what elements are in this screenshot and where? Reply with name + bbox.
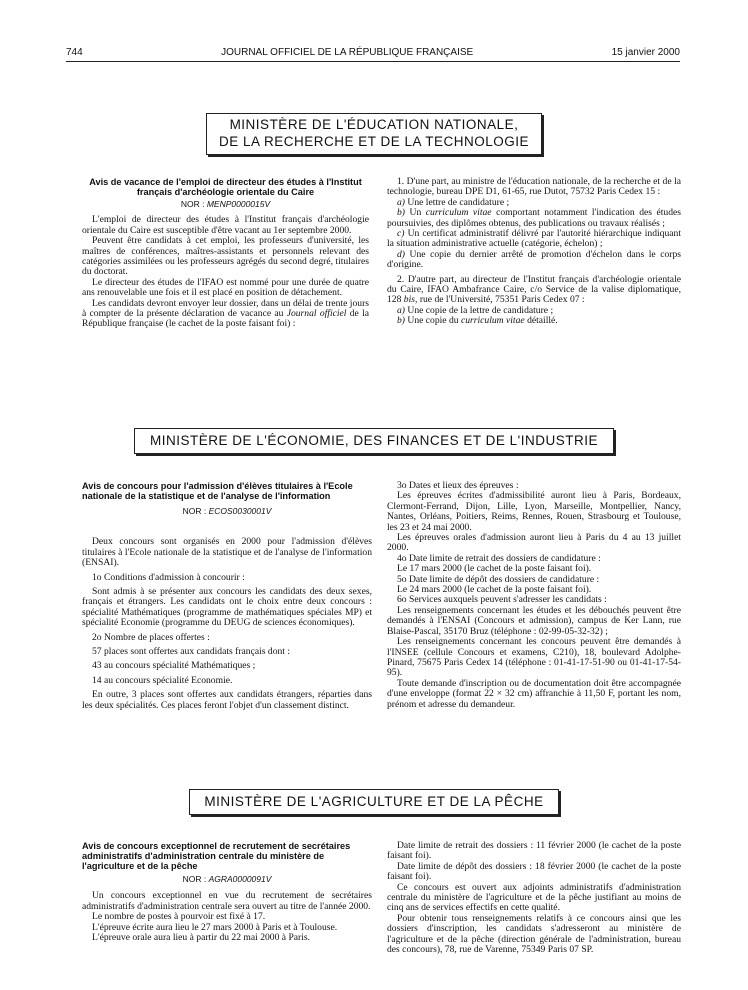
header-rule xyxy=(66,61,680,62)
ministry-box-economie xyxy=(134,428,614,454)
list-item: a) Une lettre de candidature ; xyxy=(397,196,510,208)
paragraph: L'épreuve écrite aura lieu le 27 mars 2000 à Paris et à Toulouse. xyxy=(92,921,338,933)
ministry-box-education xyxy=(206,113,542,155)
paragraph: 4o Date limite de retrait des dossiers de candidature : xyxy=(397,552,601,564)
list-item: d) Une copie du dernier arrêté de promotion d'échelon dans le corps d'origine. xyxy=(387,248,681,271)
paragraph: Les épreuves orales d'admission auront lieu à Paris du 4 au 13 juillet 2000. xyxy=(387,532,681,554)
nor-reference: NOR : AGRA0000091V xyxy=(182,874,272,884)
paragraph: Les épreuves écrites d'admissibilité auront lieu à Paris, Bordeaux, Clermont-Ferrand, Dijon, Lille, Lyon, Marseille, Montpellier, Nancy, Nantes, Orléans, Poitiers, Reims, Rennes, Rouen, Strasbourg et Toulouse, les 23 et 24 mai 2000. xyxy=(387,490,681,533)
paragraph: 1o Conditions d'admission à concourir : xyxy=(92,571,245,583)
page-number: 744 xyxy=(66,47,83,58)
paragraph: Toute demande d'inscription ou de documentation doit être accompagnée d'une enveloppe (format 22 × 32 cm) affranchie à 11,50 F, portant les nom, prénom et adresse du demandeur. xyxy=(387,677,681,710)
section3-right-column xyxy=(387,841,681,955)
paragraph: Le 17 mars 2000 (le cachet de la poste faisant foi). xyxy=(397,563,592,575)
issue-date: 15 janvier 2000 xyxy=(611,47,680,58)
ministry-box-agriculture xyxy=(189,789,559,815)
notice-title: Avis de concours pour l'admission d'élèves titulaires à l'Ecole nationale de la statistique et de l'analyse de l'information xyxy=(82,481,353,501)
ministry-title: MINISTÈRE DE L'ÉCONOMIE, DES FINANCES ET DE L'INDUSTRIE xyxy=(150,433,598,448)
section1-right-column xyxy=(387,177,681,327)
list-item: b) Un curriculum vitae comportant notamment l'indication des études poursuivies, des diplômes obtenus, des publications ou travaux réalisés ; xyxy=(387,207,681,229)
paragraph: 2. D'autre part, au directeur de l'Institut français d'archéologie orientale du Caire, IFAO Ambafrance Caire, c/o Service de la valise diplomatique, 128 bis, rue de l'Université, 75351 Paris Cedex 07 : xyxy=(387,273,681,306)
ministry-title: MINISTÈRE DE L'AGRICULTURE ET DE LA PÊCHE xyxy=(204,794,544,809)
nor-reference: NOR : MENP0000015V xyxy=(180,199,271,209)
running-header xyxy=(66,47,680,58)
section2-left-column xyxy=(82,481,372,711)
paragraph: Les renseignements concernant les études et les débouchés peuvent être demandés à l'ENSAI (Concours et admission), campus de Ker Lann, rue Blaise-Pascal, 35170 Bruz (téléphone : 02-99-05-32-32) ; xyxy=(387,604,681,637)
paragraph: Sont admis à se présenter aux concours les candidats des deux sexes, français et étrangers. Les candidats ont le choix entre deux concours : spécialité Mathématiques (programme de mathématiques spéciales MP) et spécialité Economie (programme du DEUG de sciences économiques). xyxy=(82,586,372,629)
list-item: c) Un certificat administratif délivré par l'autorité hiérarchique indiquant la situation administrative actuelle (catégorie, échelon) ; xyxy=(387,228,681,250)
paragraph: L'épreuve orale aura lieu à partir du 22 mai 2000 à Paris. xyxy=(92,932,311,944)
paragraph: 2o Nombre de places offertes : xyxy=(92,631,210,643)
ministry-title-line2: DE LA RECHERCHE ET DE LA TECHNOLOGIE xyxy=(218,134,530,149)
paragraph: 6o Services auxquels peuvent s'adresser les candidats : xyxy=(397,594,607,606)
section3-left-column xyxy=(82,841,372,943)
paragraph: Un concours exceptionnel en vue du recrutement de secrétaires administratifs d'administration centrale sera ouvert au titre de l'année 2000. xyxy=(82,890,372,912)
paragraph: Pour obtenir tous renseignements relatifs à ce concours ainsi que les dossiers d'inscription, les candidats s'adresseront au ministère de l'agriculture et de la pêche (direction générale de l'administration, bureau des concours), 78, rue de Varenne, 75349 Paris 07 SP. xyxy=(387,912,681,956)
section2-right-column xyxy=(387,481,681,710)
paragraph: 1. D'une part, au ministre de l'éducation nationale, de la recherche et de la technologie, bureau DPE D1, 61-65, rue Dutot, 75732 Paris Cedex 15 : xyxy=(387,176,681,198)
nor-reference: NOR : ECOS0030001V xyxy=(182,506,272,516)
notice-title: Avis de concours exceptionnel de recrutement de secrétaires administratifs d'administration centrale du ministère de l'agriculture et de la pêche xyxy=(82,841,351,871)
paragraph: Deux concours sont organisés en 2000 pour l'admission d'élèves titulaires à l'Ecole nationale de la statistique et de l'analyse de l'information (ENSAI). xyxy=(82,536,372,569)
paragraph: Peuvent être candidats à cet emploi, les professeurs d'université, les maîtres de conférences, maîtres-assistants et personnels relevant des catégories assimilées ou les professeurs agrégés du second degré, titulaires du doctorat. xyxy=(82,235,369,278)
journal-title: JOURNAL OFFICIEL DE LA RÉPUBLIQUE FRANÇAISE xyxy=(221,47,474,58)
list-item: b) Une copie du curriculum vitae détaillé. xyxy=(397,315,558,327)
section1-left-column xyxy=(82,177,369,330)
paragraph: 14 au concours spécialité Economie. xyxy=(92,674,233,686)
paragraph: L'emploi de directeur des études à l'Institut français d'archéologie orientale du Caire est susceptible d'être vacant au 1er septembre 2000. xyxy=(82,214,369,236)
paragraph: Ce concours est ouvert aux adjoints administratifs d'administration centrale du ministère de l'agriculture et de la pêche justifiant au moins de cinq ans de services effectifs en cette qualité. xyxy=(387,881,681,914)
ministry-title-line1: MINISTÈRE DE L'ÉDUCATION NATIONALE, xyxy=(229,117,519,132)
notice-title: Avis de vacance de l'emploi de directeur des études à l'Institut français d'archéologie orientale du Caire xyxy=(89,177,362,197)
paragraph: 43 au concours spécialité Mathématiques ; xyxy=(92,660,256,672)
paragraph: 57 places sont offertes aux candidats français dont : xyxy=(92,646,291,658)
paragraph: Le directeur des études de l'IFAO est nommé pour une durée de quatre ans renouvelable une fois et il est placé en position de détachement. xyxy=(82,276,369,299)
paragraph: En outre, 3 places sont offertes aux candidats étrangers, réparties dans les deux spécialités. Ces places feront l'objet d'un classement distinct. xyxy=(82,689,372,711)
paragraph: Les renseignements concernant les concours peuvent être demandés à l'INSEE (cellule Concours et examens, C210), 18, boulevard Adolphe-Pinard, 75675 Paris Cedex 14 (téléphone : 01-41-17-51-90 ou 01-41-17-54-95). xyxy=(387,636,681,679)
paragraph: Les candidats devront envoyer leur dossier, dans un délai de trente jours à compter de la présente déclaration de vacance au Journal officiel de la République française (le cachet de la poste faisant foi) : xyxy=(82,297,369,330)
paragraph: Le 24 mars 2000 (le cachet de la poste faisant foi). xyxy=(397,584,592,596)
paragraph: Date limite de dépôt des dossiers : 18 février 2000 (le cachet de la poste faisant foi). xyxy=(387,860,681,883)
paragraph: Le nombre de postes à pourvoir est fixé à 17. xyxy=(92,911,266,923)
list-item: a) Une copie de la lettre de candidature ; xyxy=(397,304,554,316)
paragraph: 5o Date limite de dépôt des dossiers de candidature : xyxy=(397,573,600,585)
paragraph: 3o Dates et lieux des épreuves : xyxy=(397,480,519,491)
paragraph: Date limite de retrait des dossiers : 11 février 2000 (le cachet de la poste faisant foi). xyxy=(387,840,681,862)
